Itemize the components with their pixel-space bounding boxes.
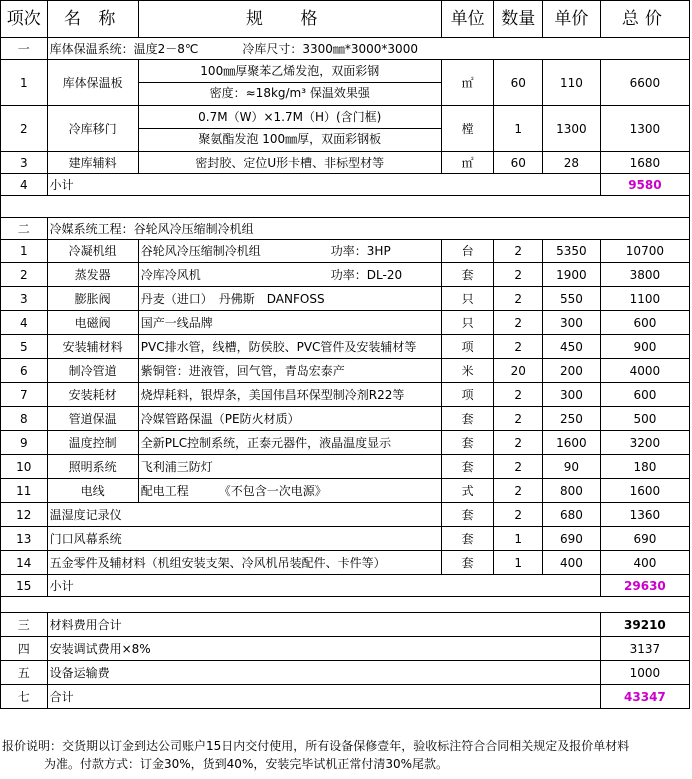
item-name: 冷库移门 (47, 106, 138, 152)
table-cell (543, 637, 601, 661)
item-spec: 冷库冷风机 功率：DL-20 (138, 263, 441, 287)
table-cell: 180 (600, 455, 689, 479)
table-cell: 60 (494, 60, 543, 106)
table-row (1, 527, 690, 551)
table-cell: 90 (543, 455, 601, 479)
table-cell: 2 (494, 335, 543, 359)
item-name: 门口风幕系统 (47, 527, 441, 551)
section-title: 库体保温系统：温度2－8℃ 冷库尺寸：3300㎜*3000*3000 (47, 38, 441, 60)
header-unit: 单位 (441, 1, 494, 38)
table-cell: 2 (1, 106, 48, 152)
table-cell: 2 (494, 263, 543, 287)
table-cell (441, 661, 494, 685)
table-row (1, 152, 690, 174)
item-name: 电线 (47, 479, 138, 503)
table-cell: 1 (494, 527, 543, 551)
item-name: 库体保温板 (47, 60, 138, 106)
table-cell (543, 685, 601, 709)
item-name: 温湿度记录仪 (47, 503, 441, 527)
table-cell: 套 (441, 503, 494, 527)
item-spec: 谷轮风冷压缩制冷机组 功率：3HP (138, 240, 441, 263)
table-row (1, 455, 690, 479)
table-cell: 套 (441, 455, 494, 479)
table-cell: 10 (1, 455, 48, 479)
subtotal-value: 9580 (600, 174, 689, 196)
section-title: 冷媒系统工程：谷轮风冷压缩制冷机组 (47, 218, 441, 240)
table-cell: 800 (543, 479, 601, 503)
table-cell (441, 685, 494, 709)
summary-row (1, 637, 690, 661)
table-cell: 樘 (441, 106, 494, 152)
grand-total-value: 43347 (600, 685, 689, 709)
table-row (1, 335, 690, 359)
quotation-note (2, 737, 690, 773)
table-cell: 15 (1, 575, 48, 597)
table-cell: 套 (441, 551, 494, 575)
table-cell: 式 (441, 479, 494, 503)
table-cell: 1300 (600, 106, 689, 152)
table-cell (494, 661, 543, 685)
table-cell: 2 (494, 503, 543, 527)
table-cell (494, 218, 543, 240)
table-cell (138, 174, 441, 196)
section-no: 一 (1, 38, 48, 60)
table-cell: 600 (600, 311, 689, 335)
table-cell: ㎡ (441, 152, 494, 174)
table-cell (543, 38, 601, 60)
table-row (1, 287, 690, 311)
table-cell: 300 (543, 383, 601, 407)
item-name: 建库辅料 (47, 152, 138, 174)
item-name: 安装辅材料 (47, 335, 138, 359)
table-cell: 4 (1, 174, 48, 196)
header-name: 名 称 (47, 1, 138, 38)
table-cell: 690 (600, 527, 689, 551)
table-cell: 1100 (600, 287, 689, 311)
table-cell: 250 (543, 407, 601, 431)
table-cell: 3200 (600, 431, 689, 455)
table-cell: 5 (1, 335, 48, 359)
item-name: 照明系统 (47, 455, 138, 479)
summary-value: 3137 (600, 637, 689, 661)
table-cell: 14 (1, 551, 48, 575)
item-spec: 全新PLC控制系统，正泰元器件，液晶温度显示 (138, 431, 441, 455)
section-2-title-row (1, 218, 690, 240)
table-cell: ㎡ (441, 60, 494, 106)
table-cell: 2 (494, 407, 543, 431)
table-cell (138, 575, 441, 597)
table-row (1, 106, 690, 152)
table-cell: 13 (1, 527, 48, 551)
table-cell: 2 (494, 311, 543, 335)
table-cell: 1680 (600, 152, 689, 174)
table-cell: 8 (1, 407, 48, 431)
table-cell: 项 (441, 383, 494, 407)
table-cell: 4 (1, 311, 48, 335)
table-row (1, 407, 690, 431)
item-spec: PVC排水管，线槽，防侯胶、PVC管件及安装辅材等 (138, 335, 441, 359)
table-cell: 2 (494, 479, 543, 503)
table-cell: 2 (494, 455, 543, 479)
table-cell: 550 (543, 287, 601, 311)
table-cell (494, 174, 543, 196)
table-cell: 5350 (543, 240, 601, 263)
table-cell: 2 (1, 263, 48, 287)
table-cell (441, 613, 494, 637)
table-cell: 套 (441, 527, 494, 551)
table-cell: 五 (1, 661, 48, 685)
section-no: 二 (1, 218, 48, 240)
table-cell: 690 (543, 527, 601, 551)
header-qty: 数量 (494, 1, 543, 38)
table-cell: 1360 (600, 503, 689, 527)
table-cell (543, 218, 601, 240)
item-spec: 国产一线品牌 (138, 311, 441, 335)
table-cell (1, 597, 690, 613)
note-line-1: 报价说明：交货期以订金到达公司账户15日内交付使用，所有设备保修壹年，验收标注符合合同相关规定及报价单材料 (2, 739, 630, 753)
table-cell: 11 (1, 479, 48, 503)
table-cell (441, 174, 494, 196)
table-cell: 2 (494, 383, 543, 407)
table-row (1, 551, 690, 575)
table-cell (494, 575, 543, 597)
item-spec: 烧焊耗料，银焊条，美国伟昌环保型制冷剂R22等 (138, 383, 441, 407)
table-cell (600, 38, 689, 60)
subtotal-value: 29630 (600, 575, 689, 597)
table-cell: 400 (600, 551, 689, 575)
table-cell: 1 (1, 240, 48, 263)
summary-label: 设备运输费 (47, 661, 441, 685)
subtotal-row (1, 174, 690, 196)
table-row (1, 359, 690, 383)
grand-total-row (1, 685, 690, 709)
table-cell: 台 (441, 240, 494, 263)
item-name: 电磁阀 (47, 311, 138, 335)
header-spec: 规 格 (138, 1, 441, 38)
table-cell: 28 (543, 152, 601, 174)
table-cell: 套 (441, 263, 494, 287)
note-line-2: 为准。付款方式：订金30%，货到40%，安装完毕试机正常付清30%尾款。 (44, 757, 449, 771)
table-cell: 110 (543, 60, 601, 106)
table-cell (543, 613, 601, 637)
table-cell: 1600 (543, 431, 601, 455)
header-no: 项次 (1, 1, 48, 38)
summary-value: 1000 (600, 661, 689, 685)
table-cell: 6 (1, 359, 48, 383)
table-cell: 12 (1, 503, 48, 527)
subtotal-label: 小计 (47, 174, 138, 196)
item-name: 管道保温 (47, 407, 138, 431)
table-cell: 项 (441, 335, 494, 359)
table-row (1, 479, 690, 503)
table-cell: 只 (441, 311, 494, 335)
table-cell: 20 (494, 359, 543, 383)
item-spec: 0.7M（W）×1.7M（H）(含门框) 聚氨酯发泡 100㎜厚，双面彩钢板 (138, 106, 441, 152)
table-cell: 500 (600, 407, 689, 431)
table-cell: 2 (494, 431, 543, 455)
table-cell: 套 (441, 431, 494, 455)
table-cell: 200 (543, 359, 601, 383)
table-cell: 只 (441, 287, 494, 311)
table-cell: 1 (494, 106, 543, 152)
table-cell (441, 637, 494, 661)
table-cell: 3 (1, 287, 48, 311)
table-cell: 680 (543, 503, 601, 527)
item-name: 温度控制 (47, 431, 138, 455)
summary-label: 合计 (47, 685, 441, 709)
item-spec: 丹麦（进口） 丹佛斯 DANFOSS (138, 287, 441, 311)
table-cell: 1 (1, 60, 48, 106)
subtotal-row (1, 575, 690, 597)
item-spec: 飞利浦三防灯 (138, 455, 441, 479)
table-cell: 450 (543, 335, 601, 359)
table-cell: 1300 (543, 106, 601, 152)
table-cell: 6600 (600, 60, 689, 106)
table-cell: 套 (441, 407, 494, 431)
table-cell: 7 (1, 383, 48, 407)
table-cell: 900 (600, 335, 689, 359)
table-cell: 1900 (543, 263, 601, 287)
table-cell: 1 (494, 551, 543, 575)
table-row (1, 263, 690, 287)
summary-label: 材料费用合计 (47, 613, 441, 637)
table-cell (543, 661, 601, 685)
table-cell (600, 218, 689, 240)
table-cell (441, 575, 494, 597)
table-cell: 10700 (600, 240, 689, 263)
summary-row (1, 613, 690, 637)
item-name: 五金零件及辅材料（机组安装支架、冷风机吊装配件、卡件等） (47, 551, 441, 575)
table-cell: 300 (543, 311, 601, 335)
table-row (1, 383, 690, 407)
table-cell: 3 (1, 152, 48, 174)
table-cell: 3800 (600, 263, 689, 287)
item-name: 安装耗材 (47, 383, 138, 407)
blank-row (1, 597, 690, 613)
table-cell: 60 (494, 152, 543, 174)
summary-value: 39210 (600, 613, 689, 637)
table-cell: 四 (1, 637, 48, 661)
item-spec: 紫铜管：进液管，回气管，青岛宏泰产 (138, 359, 441, 383)
subtotal-label: 小计 (47, 575, 138, 597)
summary-row (1, 661, 690, 685)
table-cell: 9 (1, 431, 48, 455)
table-cell (494, 38, 543, 60)
table-cell: 三 (1, 613, 48, 637)
header-row (1, 1, 690, 38)
table-cell (494, 637, 543, 661)
table-cell (494, 685, 543, 709)
table-row (1, 240, 690, 263)
table-row (1, 60, 690, 106)
header-total: 总价 (600, 1, 689, 38)
table-cell: 1600 (600, 479, 689, 503)
table-cell (543, 575, 601, 597)
table-cell (441, 218, 494, 240)
table-cell: 米 (441, 359, 494, 383)
table-cell: 2 (494, 287, 543, 311)
cold-room-size: 冷库尺寸：3300㎜*3000*3000 (242, 41, 418, 56)
item-spec: 密封胶、定位U形卡槽、非标型材等 (138, 152, 441, 174)
section-1-title-row (1, 38, 690, 60)
item-spec: 100㎜厚聚苯乙烯发泡，双面彩钢 密度：≈18kg/m³ 保温效果强 (138, 60, 441, 106)
item-name: 膨胀阀 (47, 287, 138, 311)
table-cell: 600 (600, 383, 689, 407)
table-row (1, 431, 690, 455)
table-cell: 400 (543, 551, 601, 575)
item-spec: 冷媒管路保温（PE防火材质） (138, 407, 441, 431)
blank-row (1, 196, 690, 218)
table-row (1, 503, 690, 527)
table-cell (1, 196, 690, 218)
item-name: 蒸发器 (47, 263, 138, 287)
table-cell (494, 613, 543, 637)
table-cell: 七 (1, 685, 48, 709)
table-cell (543, 174, 601, 196)
item-name: 制冷管道 (47, 359, 138, 383)
table-cell: 4000 (600, 359, 689, 383)
table-row (1, 311, 690, 335)
table-cell: 2 (494, 240, 543, 263)
header-price: 单价 (543, 1, 601, 38)
table-cell (441, 38, 494, 60)
item-spec: 配电工程 《不包含一次电源》 (138, 479, 441, 503)
summary-label: 安装调试费用×8% (47, 637, 441, 661)
item-name: 冷凝机组 (47, 240, 138, 263)
